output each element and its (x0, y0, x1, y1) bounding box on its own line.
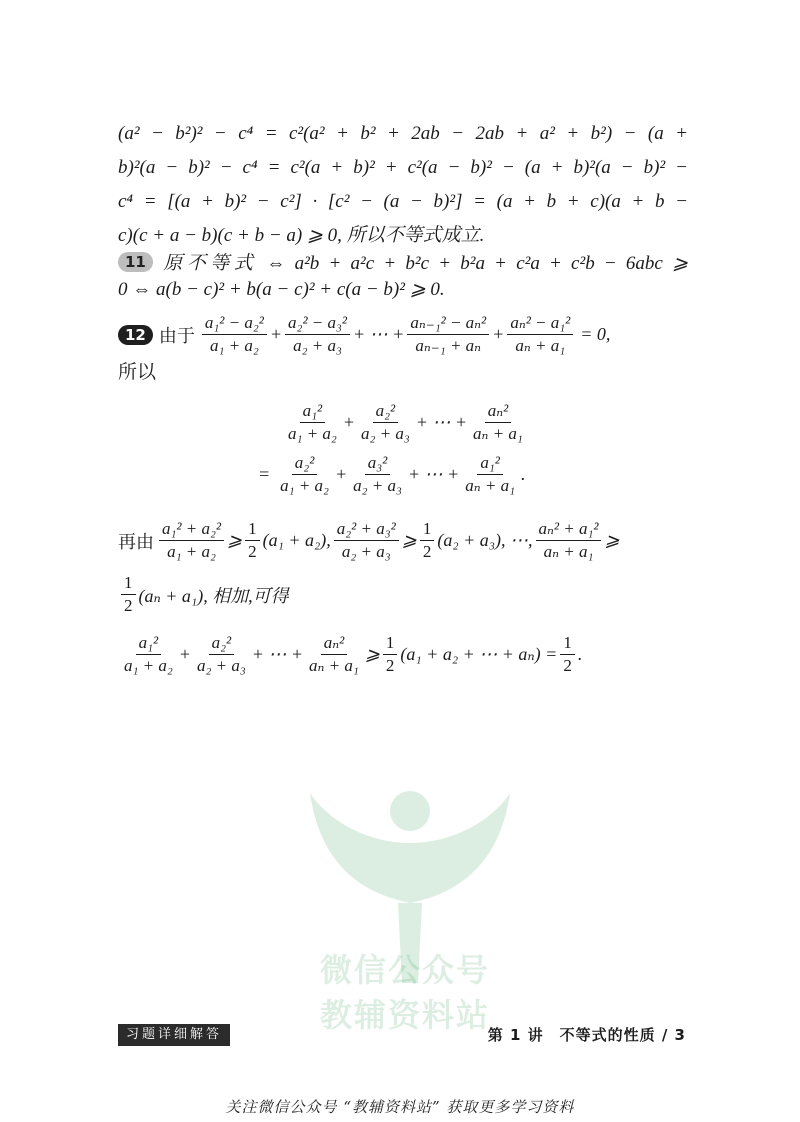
solution10-line4: c)(c + a − b)(c + b − a) ⩾ 0, 所以不等式成立. (118, 225, 485, 246)
inequality-bounds-line2: $\frac{1}{2}$ (aₙ + a₁), 相加,可得 (118, 572, 289, 617)
fraction: $\frac{\text{aₙ²}}{\text{aₙ + a₁}}$ (309, 633, 359, 675)
fraction: $\frac{\text{a₂² + a₃²}}{\text{a₂ + a₃}}$ (334, 518, 399, 563)
fraction-half: $\frac{1}{2}$ (121, 572, 136, 617)
solution11-text1: 原不等式 ⇔ a²b + a²c + b²c + b²a + c²a + c²b − 6abc ⩾ (158, 253, 688, 274)
problem-number-badge: 11 (118, 252, 153, 272)
so-label: 所以 (118, 361, 157, 383)
footer-section-label: 习题详细解答 (118, 1024, 230, 1046)
fraction: $\frac{\text{a₁²}}{\text{a₁ + a₂}}$ (288, 401, 337, 443)
fraction-half: $\frac{1}{2}$ (383, 632, 398, 677)
solution10-line3: c⁴ = [(a + b)² − c²] · [c² − (a − b)²] = (a + b + c)(a + b − (118, 191, 688, 212)
fraction-half: $\frac{1}{2}$ (420, 518, 435, 563)
fraction-half: $\frac{1}{2}$ (560, 632, 575, 677)
fraction: $\frac{\text{a₂²}}{\text{a₂ + a₃}}$ (196, 633, 246, 675)
fraction: $\frac{\text{a₂²}}{\text{a₁ + a₂}}$ (280, 453, 329, 495)
bottom-promo-note: 关注微信公众号 “教辅资料站” 获取更多学习资料 (225, 1098, 575, 1116)
fraction: $\frac{\text{aₙ² + a₁²}}{\text{aₙ + a₁}}$ (536, 518, 602, 563)
fraction: $\frac{\text{a₁² − a₂²}}{\text{a₁ + a₂}}$ (202, 312, 267, 357)
footer-chapter-page: 第 1 讲 不等式的性质 / 3 (487, 1026, 686, 1044)
given-intro: 由于 (158, 325, 195, 346)
problem-number-badge: 12 (118, 325, 153, 345)
fraction: $\frac{\text{aₙ₋₁² − aₙ²}}{\text{aₙ₋₁ + aₙ}}$ (407, 312, 489, 357)
solution12-given: 12 由于 $\frac{\text{a₁² − a₂²}}{\text{a₁ + a₂}}$ + $\frac{\text{a₂² − a₃²}}{\text{a₂ + a₃}}$ + ⋯ + $\frac{\text{aₙ₋₁² − aₙ²}}{\text{aₙ₋₁ + aₙ}}$ + $\frac{\text{aₙ² − a₁²}}{\text{aₙ + a₁}}$ = 0, (118, 312, 610, 357)
display-equation-line2: = $\frac{\text{a₂²}}{\text{a₁ + a₂}}$ + $\frac{\text{a₃²}}{\text{a₂ + a₃}}$ + ⋯ + $\frac{\text{a₁²}}{\text{aₙ + a₁}}$ . (258, 453, 526, 495)
fraction: $\frac{\text{a₂²}}{\text{a₂ + a₃}}$ (360, 401, 410, 443)
solution10-line2: b)²(a − b)² − c⁴ = c²(a + b)² + c²(a − b)² − (a + b)²(a − b)² − (118, 157, 688, 178)
fraction: $\frac{\text{aₙ² − a₁²}}{\text{aₙ + a₁}}$ (507, 312, 573, 357)
fraction: $\frac{\text{a₁²}}{\text{a₁ + a₂}}$ (124, 633, 173, 675)
fraction: $\frac{\text{a₂² − a₃²}}{\text{a₂ + a₃}}$ (285, 312, 350, 357)
fraction: $\frac{\text{a₃²}}{\text{a₂ + a₃}}$ (353, 453, 402, 495)
fraction: $\frac{\text{aₙ²}}{\text{aₙ + a₁}}$ (473, 401, 523, 443)
inequality-bounds-line: 再由 $\frac{\text{a₁² + a₂²}}{\text{a₁ + a₂}}$ ⩾ $\frac{1}{2}$ (a₁ + a₂), $\frac{\text{a₂² + a₃²}}{\text{a₂ + a₃}}$ ⩾ $\frac{1}{2}$ (a₂ + a₃), ⋯, $\frac{\text{aₙ² + a₁²}}{\text{aₙ + a₁}}$ ⩾ (118, 519, 620, 561)
fraction: $\frac{\text{a₁² + a₂²}}{\text{a₁ + a₂}}$ (159, 518, 224, 563)
final-inequality: $\frac{\text{a₁²}}{\text{a₁ + a₂}}$ + $\frac{\text{a₂²}}{\text{a₂ + a₃}}$ + ⋯ + $\frac{\text{aₙ²}}{\text{aₙ + a₁}}$ ⩾ $\frac{1}{2}$ (a₁ + a₂ + ⋯ + aₙ) = $\frac{1}{2}$ . (118, 632, 582, 677)
display-equation-line1: $\frac{\text{a₁²}}{\text{a₁ + a₂}}$ + $\frac{\text{a₂²}}{\text{a₂ + a₃}}$ + ⋯ + $\frac{\text{aₙ²}}{\text{aₙ + a₁}}$ (282, 400, 529, 445)
fraction-half: $\frac{1}{2}$ (245, 518, 260, 563)
solution10-line1: (a² − b²)² − c⁴ = c²(a² + b² + 2ab − 2ab + a² + b²) − (a + (118, 123, 688, 144)
watermark-text-2: 教辅资料站 (319, 996, 490, 1034)
solution11-line2: 0 ⇔ a(b − c)² + b(a − c)² + c(a − b)² ⩾ 0. (118, 279, 445, 300)
fraction: $\frac{\text{a₁²}}{\text{aₙ + a₁}}$ (465, 453, 515, 495)
watermark-text-1: 微信公众号 (319, 951, 490, 989)
